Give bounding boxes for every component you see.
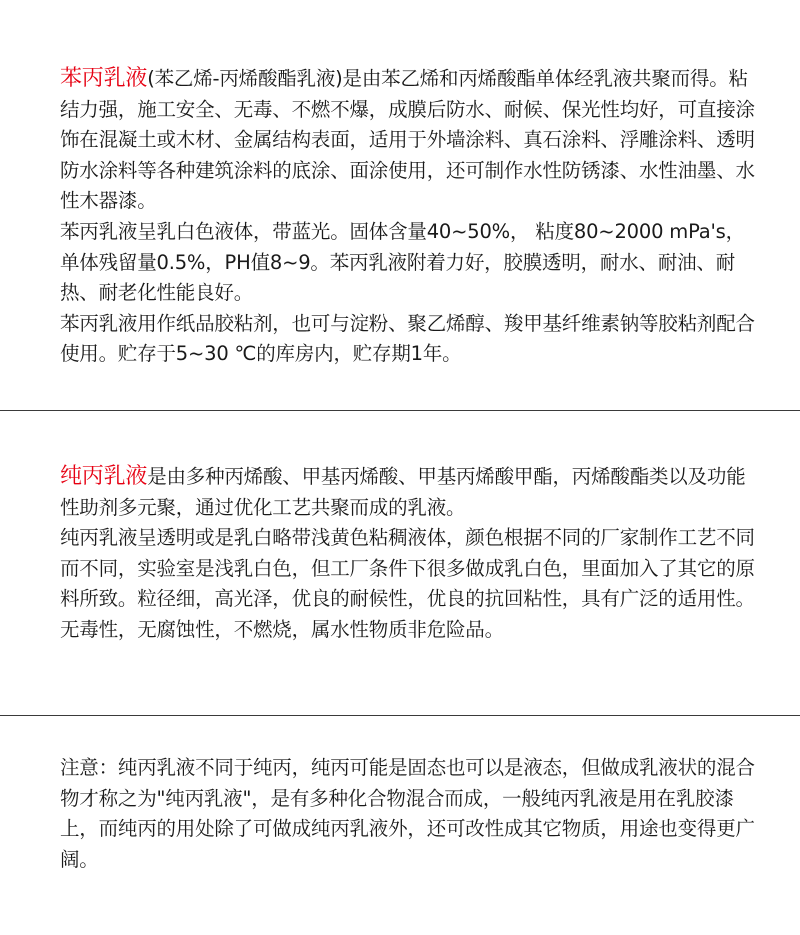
section-divider [0, 410, 800, 411]
pure-acrylic-title: 纯丙乳液 [60, 464, 148, 489]
styrene-acrylic-usage-paragraph: 苯丙乳液用作纸品胶粘剂，也可与淀粉、聚乙烯醇、羧甲基纤维素钠等胶粘剂配合使用。贮存于5~30 ℃的库房内，贮存期1年。 [60, 311, 755, 366]
styrene-acrylic-properties-paragraph: 苯丙乳液呈乳白色液体，带蓝光。固体含量40~50%， 粘度80~2000 mPa's，单体残留量0.5%，PH值8~9。苯丙乳液附着力好，胶膜透明，耐水、耐油、耐热、耐老化性能良好。 [60, 219, 745, 305]
note-section [60, 753, 760, 875]
styrene-acrylic-intro-paragraph [60, 64, 760, 217]
section-divider [0, 715, 800, 716]
pure-acrylic-intro-text: 是由多种丙烯酸、甲基丙烯酸、甲基丙烯酸甲酯，丙烯酸酯类以及功能性助剂多元聚，通过优化工艺共聚而成的乳液。 [60, 465, 746, 519]
styrene-acrylic-intro-text: (苯乙烯-丙烯酸酯乳液)是由苯乙烯和丙烯酸酯单体经乳液共聚而得。粘结力强，施工安全、无毒、不燃不爆，成膜后防水、耐候、保光性均好，可直接涂饰在混凝土或木材、金属结构表面，适用于外墙涂料、真石涂料、浮雕涂料、透明防水涂料等各种建筑涂料的底涂、面涂使用，还可制作水性防锈漆、水性油墨、水性木器漆。 [60, 67, 755, 213]
note-paragraph: 注意：纯丙乳液不同于纯丙，纯丙可能是固态也可以是液态，但做成乳液状的混合物才称之为"纯丙乳液"，是有多种化合物混合而成，一般纯丙乳液是用在乳胶漆上，而纯丙的用处除了可做成纯丙乳液外，还可改性成其它物质，用途也变得更广阔。 [60, 756, 755, 871]
pure-acrylic-emulsion-section [60, 462, 760, 646]
styrene-acrylic-title: 苯丙乳液 [60, 66, 148, 91]
pure-acrylic-properties-paragraph: 纯丙乳液呈透明或是乳白略带浅黄色粘稠液体，颜色根据不同的厂家制作工艺不同而不同，实验室是浅乳白色，但工厂条件下很多做成乳白色，里面加入了其它的原料所致。粒径细，高光泽，优良的耐候性，优良的抗回粘性，具有广泛的适用性。无毒性，无腐蚀性，不燃烧，属水性物质非危险品。 [60, 526, 755, 641]
styrene-acrylic-emulsion-section [60, 64, 760, 370]
pure-acrylic-intro-paragraph [60, 462, 760, 523]
